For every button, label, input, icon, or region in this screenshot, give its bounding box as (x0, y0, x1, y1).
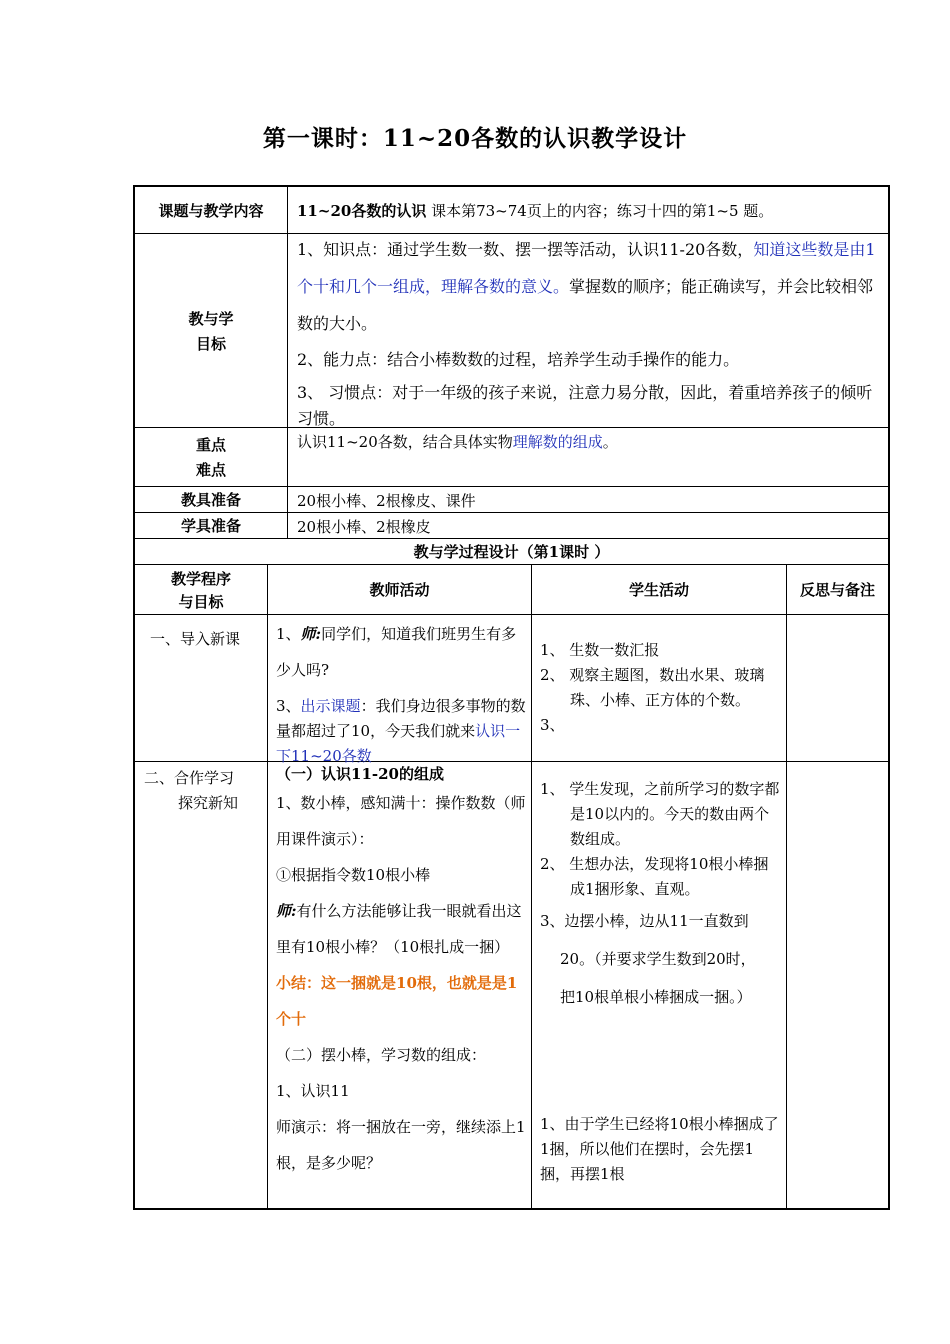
goals-label-line1: 教与学 (188, 309, 234, 328)
s2-s3b: 20。（并要求学生数到20时， (560, 950, 756, 968)
s2-heading: （一）认识11-20的组成 (276, 765, 444, 783)
goal-habit: 3、 习惯点：对于一年级的孩子来说，注意力易分散，因此，着重培养孩子的倾听习惯。 (297, 383, 873, 428)
s2-s4: 1、由于学生已经将10根小棒捆成了1捆，所以他们在摆时，会先摆1捆，再摆1根 (540, 1115, 779, 1183)
topic-content (297, 200, 887, 230)
col-divider (287, 185, 288, 538)
student-tools-content: 20根小棒、2根橡皮 (297, 518, 431, 536)
col-header-notes (787, 565, 888, 614)
page-title: 第一课时：11~20各数的认识教学设计 (262, 125, 688, 152)
section1-teacher (276, 616, 526, 765)
s2-s2: 2、 生想办法，发现将10根小棒捆成1捆形象、直观。 (540, 855, 769, 898)
s1-t3-prefix: 3、 (276, 697, 301, 715)
col-divider (786, 564, 787, 1210)
s2-s3c: 把10根单根小棒捆成一捆。） (560, 988, 752, 1006)
s1-t3-text: ：我们身边很多事物的数量都超过了10，今天我们就来 (276, 697, 526, 740)
key-text: 认识11~20各数，结合具体实物 (297, 433, 513, 451)
s1-s3: 3、 (540, 716, 565, 734)
section2-student (540, 777, 782, 1016)
s1-t1-prefix: 1、 (276, 625, 301, 643)
goal-knowledge-tail: 掌握数的顺序；能正确读写，并会比较相邻数的大小。 (297, 277, 874, 333)
student-tools-label-text: 学具准备 (180, 517, 241, 535)
s2-t6: 师演示：将一捆放在一旁，继续添上1根，是多少呢？ (276, 1118, 526, 1172)
tools-label-text: 教具准备 (180, 491, 241, 509)
s2-t1: 1、数小棒，感知满十：操作数数（师用课件演示）： (276, 794, 526, 848)
s1-t3-blue2: 认识一下11~20各数 (276, 722, 521, 765)
key-text-highlight: 理解数的组成 (512, 433, 603, 451)
s2-t3-teacher: 师: (276, 902, 297, 920)
tools-content: 20根小棒、2根橡皮、课件 (297, 492, 476, 510)
section2-label-line1: 二、合作学习 (144, 769, 235, 787)
section2-student-2 (540, 1112, 782, 1187)
col-divider (267, 564, 268, 1210)
section2-label-line2: 探究新知 (178, 794, 239, 812)
s2-t2: ①根据指令数10根小棒 (276, 866, 431, 884)
section1-student (540, 638, 780, 738)
s2-t4: （二）摆小棒，学习数的组成： (276, 1046, 487, 1064)
s2-s1: 1、 学生发现，之前所学习的数字都是10以内的。今天的数由两个数组成。 (540, 780, 780, 848)
topic-label (135, 187, 287, 233)
goal-ability: 2、能力点：结合小棒数数的过程，培养学生动手操作的能力。 (297, 350, 740, 369)
key-text-end: 。 (602, 433, 618, 451)
s1-t1-text: 同学们，知道我们班男生有多少人吗? (276, 625, 517, 679)
key-label-line2: 难点 (195, 461, 226, 479)
s2-t5: 1、认识11 (276, 1082, 350, 1100)
section2-label (144, 766, 267, 816)
goals-label (135, 234, 287, 427)
col-header-program-line2: 与目标 (178, 592, 224, 611)
topic-label-text: 课题与教学内容 (158, 201, 264, 220)
process-header-text: 教与学过程设计（第1课时 ） (413, 543, 610, 561)
col-divider (531, 564, 532, 1210)
col-header-teacher (268, 565, 531, 614)
process-header (135, 539, 888, 564)
key-content (297, 431, 885, 461)
goals-label-line2: 目标 (195, 334, 226, 353)
topic-name: 11~20各数的认识 (297, 202, 427, 220)
goal-knowledge-highlight: 知道这些数是由1个十和几个一组成，理解各数的意义。 (297, 240, 876, 296)
topic-pages: 课本第73~74页上的内容；练习十四的第1~5 题。 (426, 202, 774, 220)
col-header-program-line1: 教学程序 (170, 569, 231, 588)
key-label (135, 428, 287, 486)
goals-content (297, 231, 885, 427)
col-header-program (135, 565, 267, 614)
section2-teacher (276, 763, 526, 1209)
student-tools-label (135, 513, 287, 538)
s1-s2: 2、 观察主题图，数出水果、玻璃珠、小棒、正方体的个数。 (540, 666, 765, 709)
col-header-student (532, 565, 786, 614)
row-divider (133, 614, 890, 615)
tools-label (135, 487, 287, 512)
s2-s3: 3、边摆小棒，边从11一直数到 (540, 912, 749, 930)
s2-t3: 有什么方法能够让我一眼就看出这里有10根小棒？（10根扎成一捆） (276, 902, 522, 956)
col-header-student-text: 学生活动 (628, 581, 689, 599)
goal-knowledge: 1、知识点：通过学生数一数、摆一摆等活动，认识11-20各数， (297, 240, 754, 259)
col-header-notes-text: 反思与备注 (799, 581, 875, 599)
section1-label: 一、导入新课 (150, 630, 241, 648)
s2-summary: 小结：这一捆就是10根，也就是是1个十 (276, 974, 518, 1028)
s1-t3-blue: 出示课题 (300, 697, 361, 715)
s1-t1-teacher: 师: (300, 625, 322, 643)
key-label-line1: 重点 (195, 436, 226, 454)
col-header-teacher-text: 教师活动 (369, 581, 430, 599)
s1-s1: 1、 生数一数汇报 (540, 641, 660, 659)
